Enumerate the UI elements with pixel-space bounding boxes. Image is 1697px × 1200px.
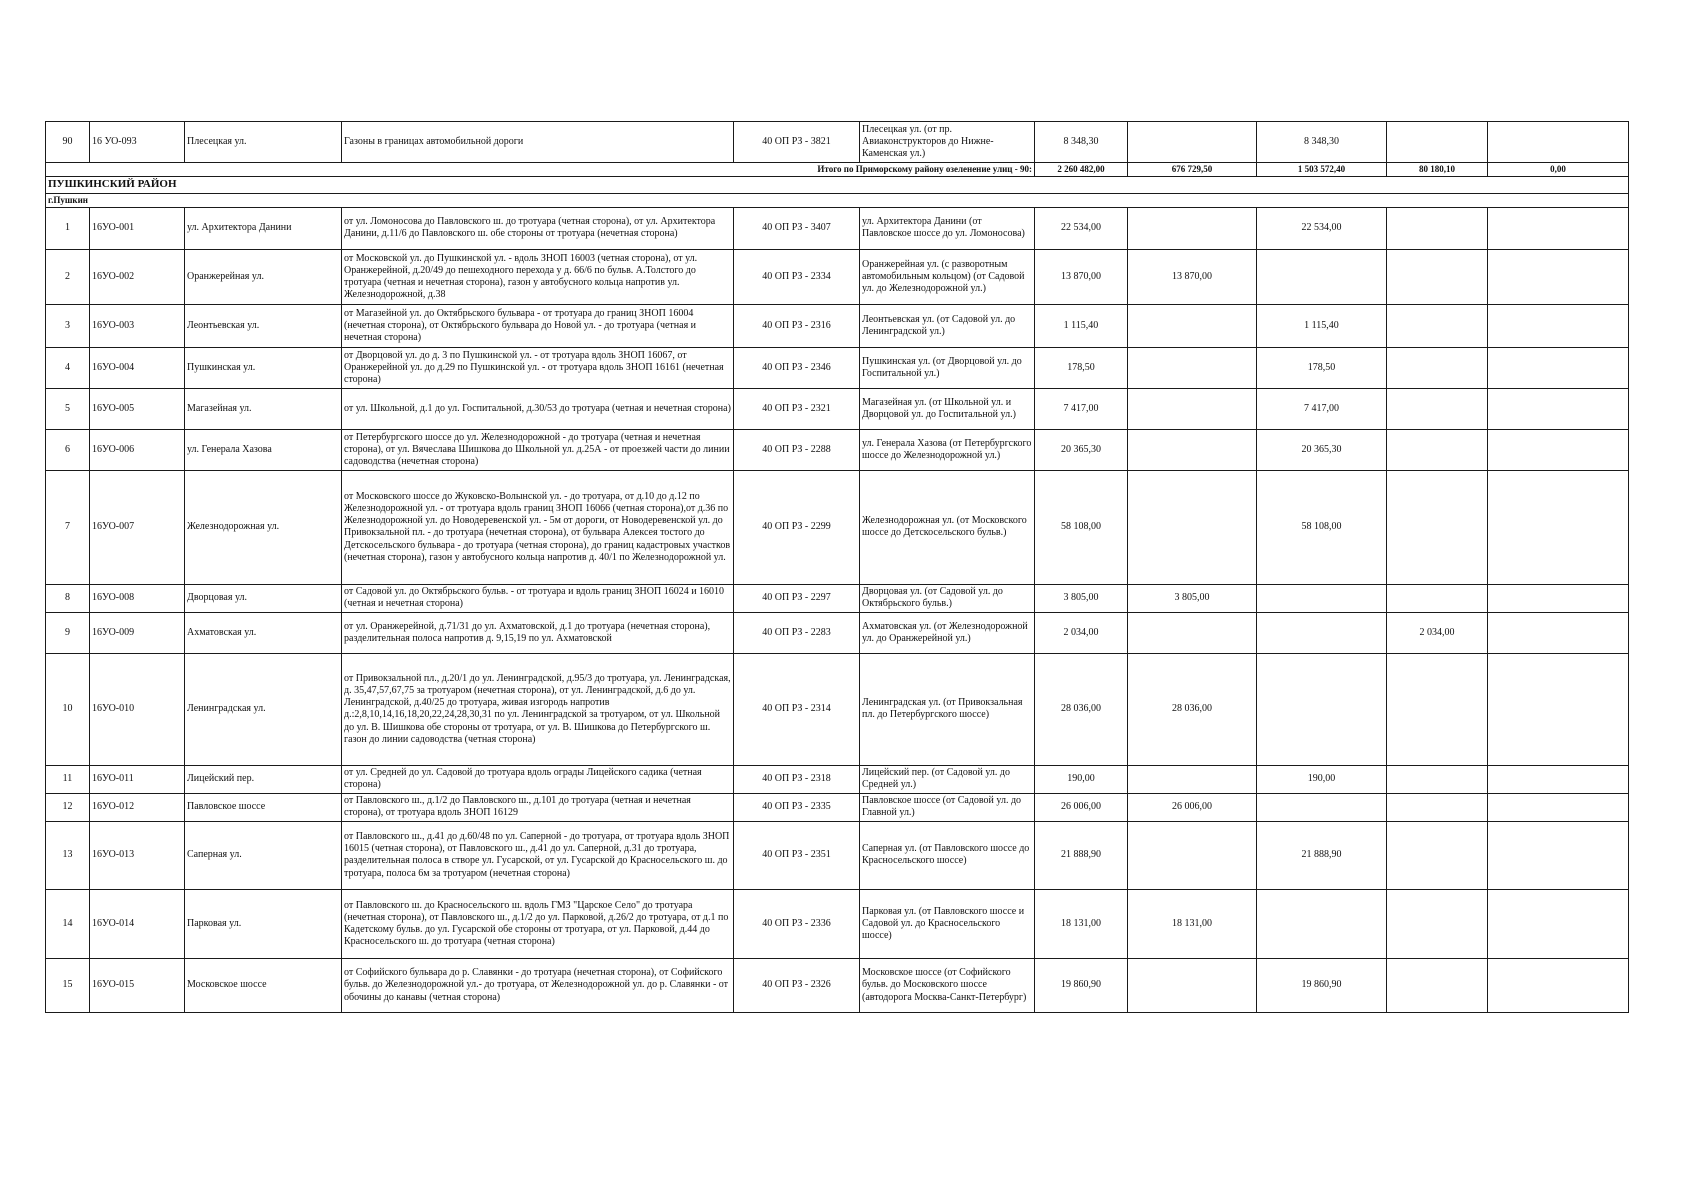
row-number: 1 xyxy=(46,207,90,249)
row-name: Оранжерейная ул. xyxy=(185,249,342,304)
table-row xyxy=(46,889,1629,958)
row-id-code: 40 ОП РЗ - 2297 xyxy=(734,584,860,612)
row-col3: 21 888,90 xyxy=(1257,821,1387,889)
row-col5 xyxy=(1488,429,1629,470)
row-col3: 1 115,40 xyxy=(1257,304,1387,347)
row-code: 16УО-012 xyxy=(90,793,185,821)
row-id-code: 40 ОП РЗ - 2321 xyxy=(734,388,860,429)
row-name: Московское шоссе xyxy=(185,958,342,1012)
table-row xyxy=(46,429,1629,470)
row-total-area: 7 417,00 xyxy=(1035,388,1128,429)
register-table-body xyxy=(46,122,1629,1013)
row-name: Железнодорожная ул. xyxy=(185,470,342,584)
row-total-area: 8 348,30 xyxy=(1035,122,1128,163)
row-boundaries: Пушкинская ул. (от Дворцовой ул. до Госпитальной ул.) xyxy=(860,347,1035,388)
row-id-code: 40 ОП РЗ - 2336 xyxy=(734,889,860,958)
row-col3 xyxy=(1257,793,1387,821)
row-description: от ул. Оранжерейной, д.71/31 до ул. Ахматовской, д.1 до тротуара (нечетная сторона), разделительная полоса напротив д. 9,15,19 по ул. Ахматовской xyxy=(342,612,734,653)
row-col3: 58 108,00 xyxy=(1257,470,1387,584)
row-col4 xyxy=(1387,793,1488,821)
district-name: ПУШКИНСКИЙ РАЙОН xyxy=(46,177,1629,194)
district-total-v4: 80 180,10 xyxy=(1387,163,1488,177)
row-boundaries: Оранжерейная ул. (с разворотным автомобильным кольцом) (от Садовой ул. до Железнодорожной ул.) xyxy=(860,249,1035,304)
row-description: от Привокзальной пл., д.20/1 до ул. Ленинградской, д.95/3 до тротуара, ул. Ленинградская, д. 35,47,57,67,75 за тротуаром (нечетная сторона), от ул. Ленинградской, д.6 до ул. Ленинградской, д.40/25 до тротуара, живая изгородь напротив д.:2,8,10,14,16,18,20,22,24,28,30,31 по ул. Ленинградской за тротуаром, от ул. Школьной до ул. В. Шишкова обе стороны от тротуара, от ул. В. Шишкова до Петербургского ш. газон до линии садоводства (четная сторона) xyxy=(342,653,734,765)
row-col5 xyxy=(1488,793,1629,821)
row-id-code: 40 ОП РЗ - 2335 xyxy=(734,793,860,821)
row-id-code: 40 ОП РЗ - 2299 xyxy=(734,470,860,584)
row-name: Пушкинская ул. xyxy=(185,347,342,388)
table-row xyxy=(46,249,1629,304)
row-col4 xyxy=(1387,122,1488,163)
row-id-code: 40 ОП РЗ - 2283 xyxy=(734,612,860,653)
row-boundaries: Парковая ул. (от Павловского шоссе и Садовой ул. до Красносельского шоссе) xyxy=(860,889,1035,958)
row-code: 16УО-009 xyxy=(90,612,185,653)
row-description: от Московского шоссе до Жуковско-Волынской ул. - до тротуара, от д.10 до д.12 по Железнодорожной ул. - от тротуара вдоль границ ЗНОП 16066 (четная сторона),от д.36 по Железнодорожной ул. до Новодеревенской ул. - 5м от дороги, от Новодеревенской ул. до Привокзальной пл. - до тротуара (нечетная сторона), от бульвара Алексея тостого до Детскосельского бульвара - до тротуара (четная сторона), до границ кадастровых участков (нечетная сторона), газон у автобусного кольца напротив д. 40/1 по Железнодорожной ул. xyxy=(342,470,734,584)
row-boundaries: Железнодорожная ул. (от Московского шоссе до Детскосельского бульв.) xyxy=(860,470,1035,584)
district-total-v5: 0,00 xyxy=(1488,163,1629,177)
row-col5 xyxy=(1488,249,1629,304)
row-name: ул. Архитектора Данини xyxy=(185,207,342,249)
row-total-area: 28 036,00 xyxy=(1035,653,1128,765)
row-total-area: 190,00 xyxy=(1035,765,1128,793)
district-header-row xyxy=(46,177,1629,194)
row-total-area: 1 115,40 xyxy=(1035,304,1128,347)
table-row xyxy=(46,821,1629,889)
row-name: ул. Генерала Хазова xyxy=(185,429,342,470)
row-id-code: 40 ОП РЗ - 2334 xyxy=(734,249,860,304)
row-description: от ул. Школьной, д.1 до ул. Госпитальной, д.30/53 до тротуара (четная и нечетная сторона) xyxy=(342,388,734,429)
row-col4 xyxy=(1387,653,1488,765)
city-name: г.Пушкин xyxy=(46,194,1629,208)
row-boundaries: Ахматовская ул. (от Железнодорожной ул. до Оранжерейной ул.) xyxy=(860,612,1035,653)
table-row xyxy=(46,347,1629,388)
row-name: Леонтьевская ул. xyxy=(185,304,342,347)
row-col3: 178,50 xyxy=(1257,347,1387,388)
row-description: от Павловского ш., д.41 до д.60/48 по ул. Саперной - до тротуара, от тротуара вдоль ЗНОП 16015 (четная сторона), от Павловского ш., д.41 до ул. Саперной, д.31 до тротуара, разделительная полоса в створе ул. Гусарской, от ул. Гусарской до Красносельского ш. до тротуара, полоса 6м за тротуаром (нечетная сторона) xyxy=(342,821,734,889)
row-total-area: 18 131,00 xyxy=(1035,889,1128,958)
row-col3: 19 860,90 xyxy=(1257,958,1387,1012)
row-code: 16УО-013 xyxy=(90,821,185,889)
row-col4 xyxy=(1387,388,1488,429)
row-number: 5 xyxy=(46,388,90,429)
row-description: от Павловского ш. до Красносельского ш. вдоль ГМЗ "Царское Село" до тротуара (нечетная сторона), от Павловского ш., д.1/2 до ул. Парковой, д.26/2 до тротуара, от д.1 по Кадетскому бульв. до ул. Гусарской обе стороны от тротуара, от ул. Парковой, д.44 до Красносельского ш. до тротуара (четная сторона) xyxy=(342,889,734,958)
row-boundaries: Леонтьевская ул. (от Садовой ул. до Ленинградской ул.) xyxy=(860,304,1035,347)
row-code: 16УО-015 xyxy=(90,958,185,1012)
row-description: от Дворцовой ул. до д. 3 по Пушкинской ул. - от тротуара вдоль ЗНОП 16067, от Оранжерейной ул. до д.29 по Пушкинской ул. - от тротуара вдоль ЗНОП 16161 (нечетная сторона) xyxy=(342,347,734,388)
row-code: 16 УО-093 xyxy=(90,122,185,163)
table-row xyxy=(46,765,1629,793)
row-col5 xyxy=(1488,765,1629,793)
row-description: от Софийского бульвара до р. Славянки - до тротуара (нечетная сторона), от Софийского бульв. до Железнодорожной ул.- до тротуара, от Железнодорожной ул. до р. Славянки - от обочины до канавы (четная сторона) xyxy=(342,958,734,1012)
row-col2: 3 805,00 xyxy=(1128,584,1257,612)
table-row xyxy=(46,122,1629,163)
row-total-area: 19 860,90 xyxy=(1035,958,1128,1012)
row-col2 xyxy=(1128,470,1257,584)
table-row xyxy=(46,584,1629,612)
row-total-area: 58 108,00 xyxy=(1035,470,1128,584)
row-name: Саперная ул. xyxy=(185,821,342,889)
row-col3 xyxy=(1257,653,1387,765)
row-code: 16УО-011 xyxy=(90,765,185,793)
row-description: Газоны в границах автомобильной дороги xyxy=(342,122,734,163)
table-row xyxy=(46,207,1629,249)
row-col2 xyxy=(1128,765,1257,793)
row-col5 xyxy=(1488,470,1629,584)
row-col2 xyxy=(1128,304,1257,347)
row-number: 4 xyxy=(46,347,90,388)
row-col3 xyxy=(1257,612,1387,653)
row-col3: 22 534,00 xyxy=(1257,207,1387,249)
row-id-code: 40 ОП РЗ - 2288 xyxy=(734,429,860,470)
row-description: от Петербургского шоссе до ул. Железнодорожной - до тротуара (четная и нечетная сторона), от ул. Вячеслава Шишкова до Школьной ул. д.25А - от проезжей части до линии садоводства (нечетная сторона) xyxy=(342,429,734,470)
city-header-row xyxy=(46,194,1629,208)
row-boundaries: Московское шоссе (от Софийского бульв. до Московского шоссе (автодорога Москва-Санкт-Петербург) xyxy=(860,958,1035,1012)
row-col2: 18 131,00 xyxy=(1128,889,1257,958)
row-name: Ленинградская ул. xyxy=(185,653,342,765)
row-code: 16УО-001 xyxy=(90,207,185,249)
row-number: 2 xyxy=(46,249,90,304)
row-total-area: 2 034,00 xyxy=(1035,612,1128,653)
row-code: 16УО-004 xyxy=(90,347,185,388)
row-number: 8 xyxy=(46,584,90,612)
row-description: от Магазейной ул. до Октябрьского бульвара - от тротуара до границ ЗНОП 16004 (нечетная сторона), от Октябрьского бульвара до Новой ул. - до тротуара (четная и нечетная сторона) xyxy=(342,304,734,347)
row-id-code: 40 ОП РЗ - 2314 xyxy=(734,653,860,765)
row-description: от Садовой ул. до Октябрьского бульв. - от тротуара и вдоль границ ЗНОП 16024 и 16010 (четная и нечетная сторона) xyxy=(342,584,734,612)
row-description: от ул. Средней до ул. Садовой до тротуара вдоль ограды Лицейского садика (четная сторона) xyxy=(342,765,734,793)
row-col5 xyxy=(1488,821,1629,889)
row-id-code: 40 ОП РЗ - 2318 xyxy=(734,765,860,793)
row-number: 15 xyxy=(46,958,90,1012)
row-number: 6 xyxy=(46,429,90,470)
row-col4: 2 034,00 xyxy=(1387,612,1488,653)
row-name: Павловское шоссе xyxy=(185,793,342,821)
row-total-area: 3 805,00 xyxy=(1035,584,1128,612)
row-code: 16УО-008 xyxy=(90,584,185,612)
row-number: 7 xyxy=(46,470,90,584)
row-col4 xyxy=(1387,958,1488,1012)
row-col5 xyxy=(1488,958,1629,1012)
row-col5 xyxy=(1488,207,1629,249)
row-col3: 190,00 xyxy=(1257,765,1387,793)
row-total-area: 22 534,00 xyxy=(1035,207,1128,249)
row-id-code: 40 ОП РЗ - 3821 xyxy=(734,122,860,163)
row-col4 xyxy=(1387,821,1488,889)
row-col2 xyxy=(1128,429,1257,470)
row-name: Парковая ул. xyxy=(185,889,342,958)
row-code: 16УО-010 xyxy=(90,653,185,765)
row-number: 10 xyxy=(46,653,90,765)
row-code: 16УО-003 xyxy=(90,304,185,347)
district-total-v1: 2 260 482,00 xyxy=(1035,163,1128,177)
row-col4 xyxy=(1387,207,1488,249)
table-row xyxy=(46,304,1629,347)
district-total-v3: 1 503 572,40 xyxy=(1257,163,1387,177)
row-col2: 26 006,00 xyxy=(1128,793,1257,821)
row-col2: 28 036,00 xyxy=(1128,653,1257,765)
row-col3 xyxy=(1257,249,1387,304)
row-col2 xyxy=(1128,388,1257,429)
row-col2 xyxy=(1128,958,1257,1012)
table-row xyxy=(46,958,1629,1012)
row-col4 xyxy=(1387,347,1488,388)
row-name: Плесецкая ул. xyxy=(185,122,342,163)
row-number: 13 xyxy=(46,821,90,889)
row-col4 xyxy=(1387,470,1488,584)
row-col2: 13 870,00 xyxy=(1128,249,1257,304)
table-row xyxy=(46,612,1629,653)
row-total-area: 13 870,00 xyxy=(1035,249,1128,304)
row-number: 9 xyxy=(46,612,90,653)
district-total-label: Итого по Приморскому району озеленение улиц - 90: xyxy=(46,163,1035,177)
row-col4 xyxy=(1387,304,1488,347)
table-row xyxy=(46,470,1629,584)
row-boundaries: Саперная ул. (от Павловского шоссе до Красносельского шоссе) xyxy=(860,821,1035,889)
row-number: 12 xyxy=(46,793,90,821)
row-col2 xyxy=(1128,122,1257,163)
row-col5 xyxy=(1488,653,1629,765)
row-description: от Павловского ш., д.1/2 до Павловского ш., д.101 до тротуара (четная и нечетная сторона), от тротуара вдоль ЗНОП 16129 xyxy=(342,793,734,821)
row-total-area: 26 006,00 xyxy=(1035,793,1128,821)
row-number: 14 xyxy=(46,889,90,958)
row-col2 xyxy=(1128,821,1257,889)
table-row xyxy=(46,653,1629,765)
row-total-area: 178,50 xyxy=(1035,347,1128,388)
row-col5 xyxy=(1488,347,1629,388)
row-col4 xyxy=(1387,249,1488,304)
row-col3: 20 365,30 xyxy=(1257,429,1387,470)
row-total-area: 20 365,30 xyxy=(1035,429,1128,470)
row-number: 11 xyxy=(46,765,90,793)
row-col3 xyxy=(1257,584,1387,612)
row-boundaries: Лицейский пер. (от Садовой ул. до Средней ул.) xyxy=(860,765,1035,793)
row-id-code: 40 ОП РЗ - 2316 xyxy=(734,304,860,347)
row-col4 xyxy=(1387,889,1488,958)
register-table xyxy=(45,121,1629,1013)
row-col3: 7 417,00 xyxy=(1257,388,1387,429)
row-code: 16УО-005 xyxy=(90,388,185,429)
row-col5 xyxy=(1488,304,1629,347)
row-id-code: 40 ОП РЗ - 3407 xyxy=(734,207,860,249)
row-col2 xyxy=(1128,347,1257,388)
row-boundaries: Дворцовая ул. (от Садовой ул. до Октябрьского бульв.) xyxy=(860,584,1035,612)
row-description: от ул. Ломоносова до Павловского ш. до тротуара (четная сторона), от ул. Архитектора Данини, д.11/6 до Павловского ш. обе стороны от тротуара (нечетная сторона) xyxy=(342,207,734,249)
row-id-code: 40 ОП РЗ - 2346 xyxy=(734,347,860,388)
row-description: от Московской ул. до Пушкинской ул. - вдоль ЗНОП 16003 (четная сторона), от ул. Оранжерейной, д.20/49 до пешеходного перехода у д. 66/6 по бульв. А.Толстого до тротуара (четная и нечетная сторона), газон у автобусного кольца напротив ул. Железнодорожной, д.38 xyxy=(342,249,734,304)
row-code: 16УО-007 xyxy=(90,470,185,584)
row-col3: 8 348,30 xyxy=(1257,122,1387,163)
row-number: 3 xyxy=(46,304,90,347)
row-boundaries: ул. Архитектора Данини (от Павловское шоссе до ул. Ломоносова) xyxy=(860,207,1035,249)
table-row xyxy=(46,793,1629,821)
row-id-code: 40 ОП РЗ - 2351 xyxy=(734,821,860,889)
row-col2 xyxy=(1128,207,1257,249)
row-col2 xyxy=(1128,612,1257,653)
row-name: Магазейная ул. xyxy=(185,388,342,429)
row-number: 90 xyxy=(46,122,90,163)
row-col5 xyxy=(1488,388,1629,429)
row-name: Лицейский пер. xyxy=(185,765,342,793)
row-code: 16УО-002 xyxy=(90,249,185,304)
row-col5 xyxy=(1488,889,1629,958)
row-col5 xyxy=(1488,584,1629,612)
row-col4 xyxy=(1387,765,1488,793)
row-code: 16УО-014 xyxy=(90,889,185,958)
row-id-code: 40 ОП РЗ - 2326 xyxy=(734,958,860,1012)
row-code: 16УО-006 xyxy=(90,429,185,470)
row-boundaries: Ленинградская ул. (от Привокзальная пл. до Петербургского шоссе) xyxy=(860,653,1035,765)
district-total-row xyxy=(46,163,1629,177)
row-total-area: 21 888,90 xyxy=(1035,821,1128,889)
row-name: Ахматовская ул. xyxy=(185,612,342,653)
table-row xyxy=(46,388,1629,429)
row-boundaries: Магазейная ул. (от Школьной ул. и Дворцовой ул. до Госпитальной ул.) xyxy=(860,388,1035,429)
row-col3 xyxy=(1257,889,1387,958)
row-boundaries: ул. Генерала Хазова (от Петербургского шоссе до Железнодорожной ул.) xyxy=(860,429,1035,470)
row-col5 xyxy=(1488,122,1629,163)
row-name: Дворцовая ул. xyxy=(185,584,342,612)
row-col5 xyxy=(1488,612,1629,653)
row-boundaries: Павловское шоссе (от Садовой ул. до Главной ул.) xyxy=(860,793,1035,821)
row-col4 xyxy=(1387,584,1488,612)
row-boundaries: Плесецкая ул. (от пр. Авиаконструкторов до Нижне-Каменская ул.) xyxy=(860,122,1035,163)
district-total-v2: 676 729,50 xyxy=(1128,163,1257,177)
row-col4 xyxy=(1387,429,1488,470)
